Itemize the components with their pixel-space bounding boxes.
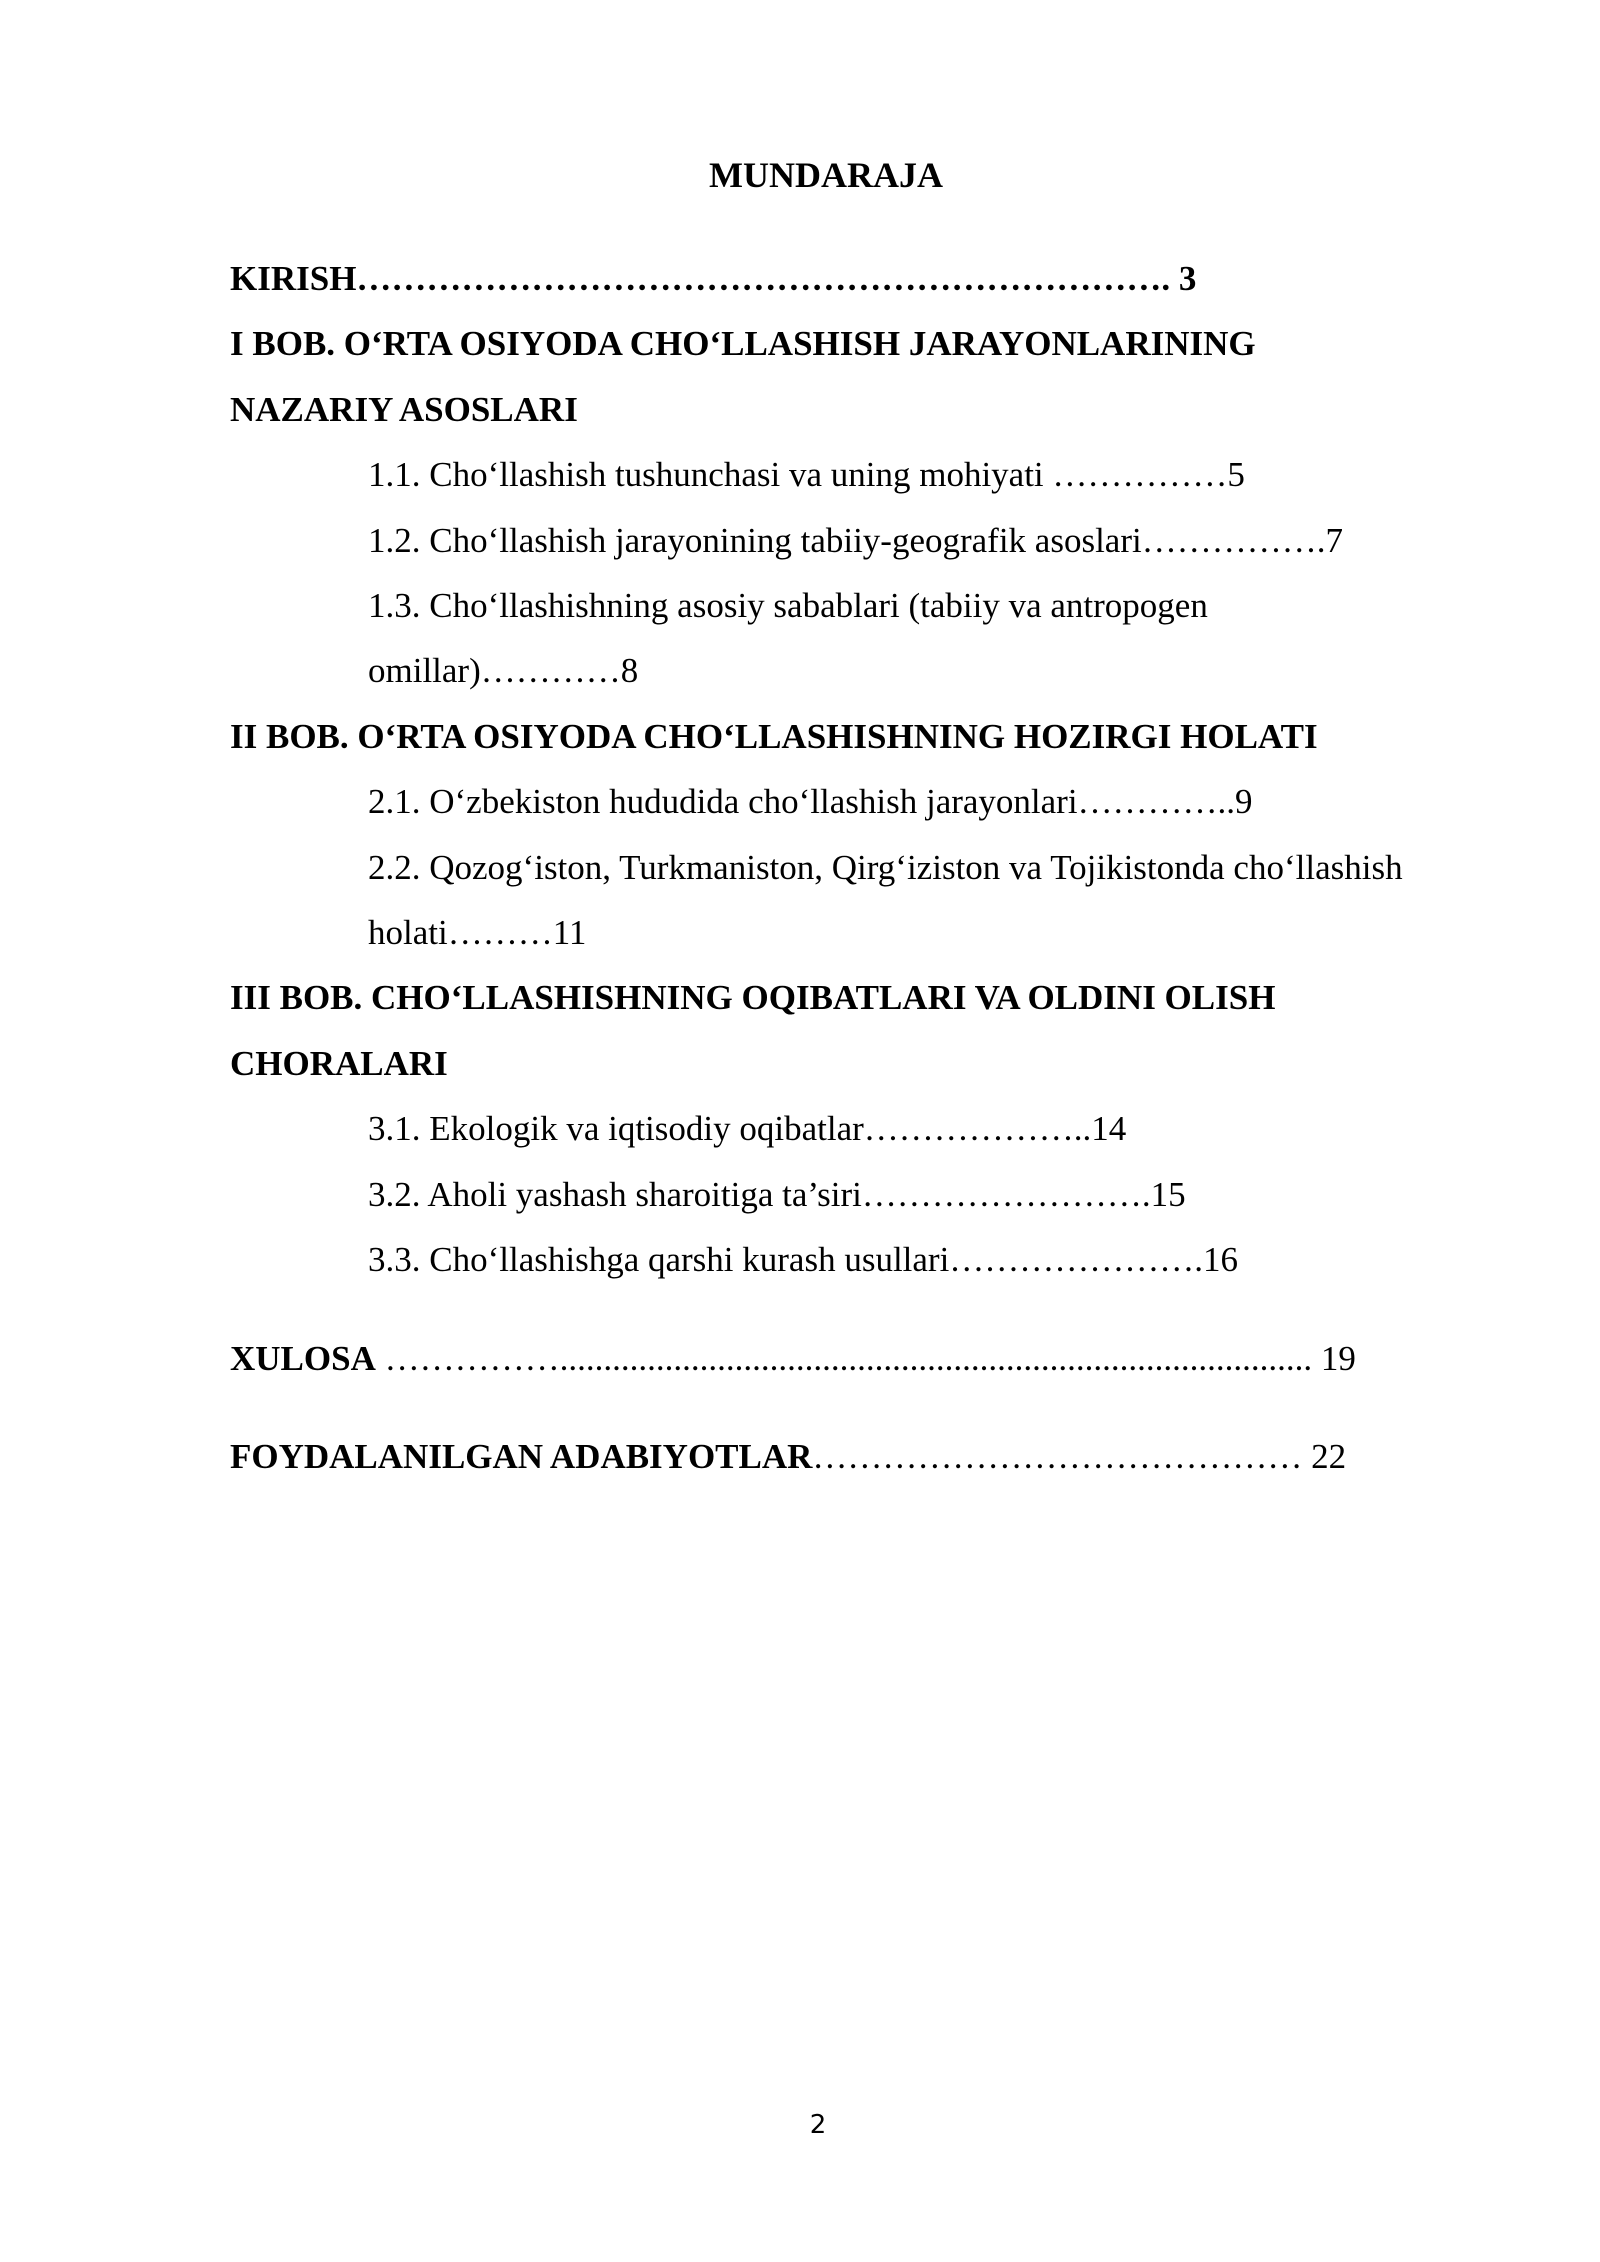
toc-chapter-3-title-cont: CHORALARI bbox=[230, 1043, 448, 1083]
table-of-contents bbox=[230, 246, 1530, 1489]
toc-chapter-3-title: III BOB. CHO‘LLASHISHNING OQIBATLARI VA OLDINI OLISH bbox=[230, 978, 1276, 1018]
toc-entry-adabiyotlar bbox=[230, 1424, 1530, 1489]
toc-entry-kirish: KIRISH……………………………………………………………. 3 bbox=[230, 259, 1197, 298]
xulosa-label: XULOSA bbox=[230, 1338, 376, 1378]
xulosa-leader: ……………...................................................................................... 19 bbox=[375, 1338, 1356, 1378]
toc-chapter-1-title-cont: NAZARIY ASOSLARI bbox=[230, 389, 578, 429]
toc-section-2-2-cont: holati………11 bbox=[368, 913, 587, 953]
toc-section-1-1: 1.1. Cho‘llashish tushunchasi va uning mohiyati ……………5 bbox=[368, 455, 1245, 495]
page-title: MUNDARAJA bbox=[709, 155, 943, 195]
toc-section-3-1: 3.1. Ekologik va iqtisodiy oqibatlar………………..14 bbox=[368, 1109, 1127, 1149]
toc-section-1-3-cont: omillar)…………8 bbox=[368, 651, 639, 691]
toc-section-2-1: 2.1. O‘zbekiston hududida cho‘llashish jarayonlari…………..9 bbox=[368, 782, 1253, 822]
toc-entry-xulosa bbox=[230, 1326, 1530, 1391]
page-number: 2 bbox=[809, 2110, 827, 2140]
toc-section-3-2: 3.2. Aholi yashash sharoitiga ta’siri…………………….15 bbox=[368, 1174, 1186, 1214]
toc-section-3-3: 3.3. Cho‘llashishga qarshi kurash usullari………………….16 bbox=[368, 1240, 1239, 1280]
toc-section-2-2: 2.2. Qozog‘iston, Turkmaniston, Qirg‘iziston va Tojikistonda cho‘llashish bbox=[368, 847, 1403, 887]
adabiyotlar-leader: …………………………………… 22 bbox=[812, 1436, 1347, 1476]
toc-chapter-2-title: II BOB. O‘RTA OSIYODA CHO‘LLASHISHNING HOZIRGI HOLATI bbox=[230, 716, 1318, 756]
toc-section-1-3: 1.3. Cho‘llashishning asosiy sabablari (tabiiy va antropogen bbox=[368, 586, 1208, 626]
toc-section-1-2: 1.2. Cho‘llashish jarayonining tabiiy-geografik asoslari…………….7 bbox=[368, 520, 1343, 560]
adabiyotlar-label: FOYDALANILGAN ADABIYOTLAR bbox=[230, 1436, 813, 1476]
toc-chapter-1-title: I BOB. O‘RTA OSIYODA CHO‘LLASHISH JARAYONLARINING bbox=[230, 324, 1256, 364]
